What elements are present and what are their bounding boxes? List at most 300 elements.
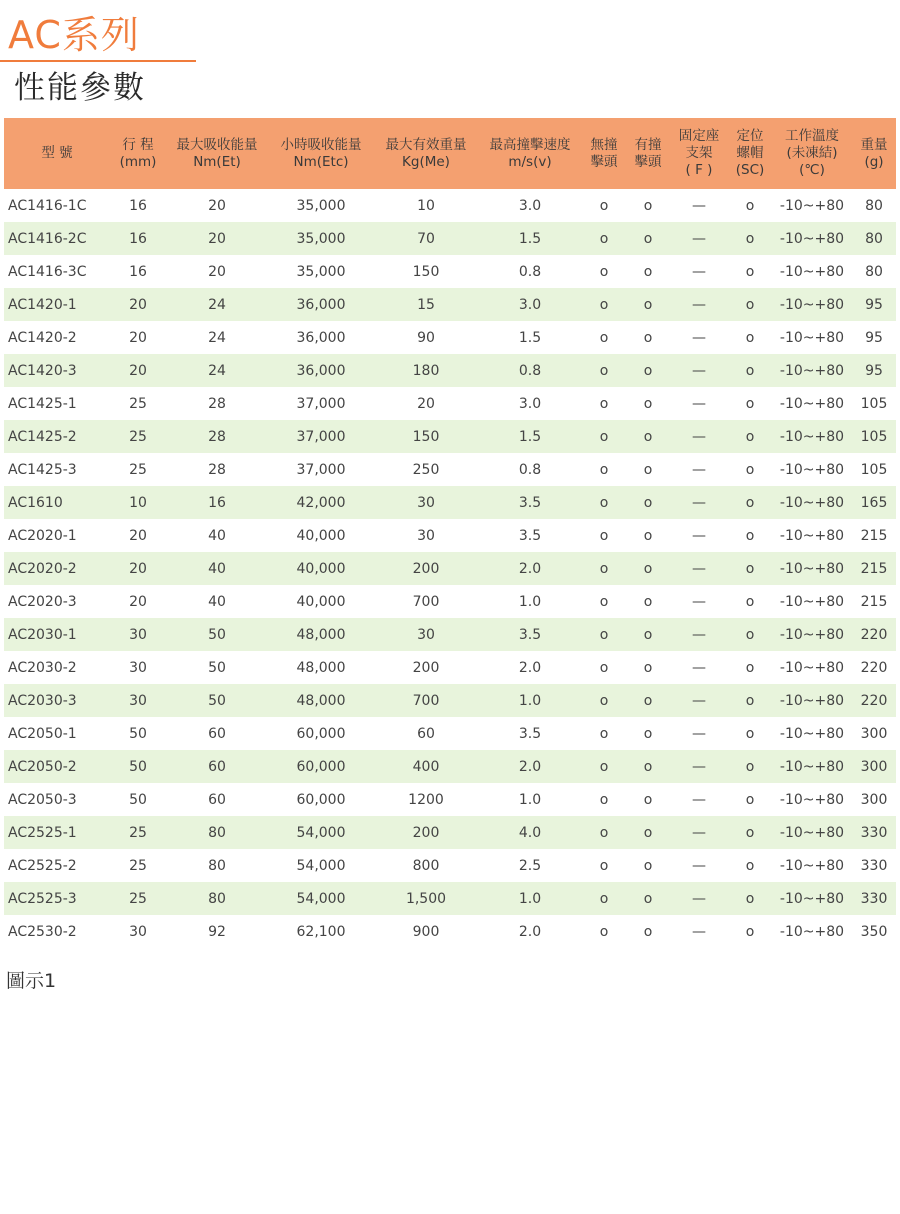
table-cell: 20	[208, 197, 226, 214]
table-cell: 20	[129, 296, 147, 313]
table-cell: 37,000	[296, 461, 346, 478]
column-header: 有撞 擊頭	[634, 136, 662, 170]
table-cell: 80	[865, 263, 883, 280]
table-cell: 30	[129, 692, 147, 709]
table-cell: 90	[417, 329, 435, 346]
table-cell: —	[692, 824, 706, 841]
column-header: 工作溫度 (未凍結) (℃)	[785, 128, 839, 178]
table-cell: 60	[417, 725, 435, 742]
table-cell: o	[643, 593, 653, 610]
table-cell: -10~+80	[779, 560, 845, 577]
table-cell: 95	[865, 296, 883, 313]
table-cell: 24	[208, 362, 226, 379]
table-cell: 25	[129, 857, 147, 874]
table-cell: —	[692, 923, 706, 940]
table-cell: o	[643, 230, 653, 247]
table-cell: 95	[865, 362, 883, 379]
table-cell: 60,000	[296, 758, 346, 775]
table-cell: 36,000	[296, 329, 346, 346]
table-cell: —	[692, 461, 706, 478]
table-cell: o	[643, 494, 653, 511]
table-cell: o	[599, 626, 609, 643]
table-cell: 2.0	[518, 758, 542, 775]
table-cell: o	[745, 527, 755, 544]
table-row	[4, 651, 896, 684]
table-cell: 40,000	[296, 593, 346, 610]
table-cell: 16	[129, 230, 147, 247]
table-cell: 20	[208, 230, 226, 247]
table-cell: -10~+80	[779, 329, 845, 346]
table-cell: 92	[208, 923, 226, 940]
table-cell: o	[599, 758, 609, 775]
table-cell: o	[745, 758, 755, 775]
table-cell: 1.0	[518, 593, 542, 610]
table-row	[4, 717, 896, 750]
table-cell: 1.0	[518, 791, 542, 808]
table-row	[4, 816, 896, 849]
table-cell: o	[599, 296, 609, 313]
table-cell: o	[643, 263, 653, 280]
table-cell: o	[599, 461, 609, 478]
table-cell: —	[692, 593, 706, 610]
table-cell: 60	[208, 791, 226, 808]
table-cell: 700	[412, 593, 440, 610]
table-cell: —	[692, 230, 706, 247]
table-cell: —	[692, 725, 706, 742]
table-cell: o	[745, 824, 755, 841]
model-cell: AC1416-2C	[8, 230, 87, 247]
table-cell: o	[745, 857, 755, 874]
table-cell: 40,000	[296, 527, 346, 544]
table-cell: 20	[417, 395, 435, 412]
figure-caption: 圖示1	[6, 970, 57, 992]
column-header: 型 號	[41, 145, 73, 161]
table-cell: 60	[208, 725, 226, 742]
table-cell: -10~+80	[779, 824, 845, 841]
table-cell: o	[745, 725, 755, 742]
table-cell: -10~+80	[779, 362, 845, 379]
column-header: 最大吸收能量 Nm(Et)	[176, 136, 258, 170]
table-cell: 80	[208, 890, 226, 907]
table-cell: 40	[208, 560, 226, 577]
table-cell: -10~+80	[779, 758, 845, 775]
model-cell: AC1610	[8, 494, 63, 511]
table-cell: o	[643, 560, 653, 577]
table-row	[4, 915, 896, 948]
table-cell: 0.8	[518, 263, 542, 280]
table-cell: —	[692, 197, 706, 214]
table-cell: o	[599, 824, 609, 841]
table-cell: o	[643, 692, 653, 709]
table-cell: 200	[412, 824, 440, 841]
table-cell: —	[692, 758, 706, 775]
column-header: 最大有效重量 Kg(Me)	[385, 136, 467, 170]
table-cell: -10~+80	[779, 428, 845, 445]
column-header: 無撞 擊頭	[590, 136, 618, 170]
table-cell: o	[599, 197, 609, 214]
table-cell: 900	[412, 923, 440, 940]
model-cell: AC2050-3	[8, 791, 77, 808]
table-cell: 4.0	[518, 824, 542, 841]
table-cell: o	[643, 791, 653, 808]
table-cell: 48,000	[296, 692, 346, 709]
model-cell: AC2020-3	[8, 593, 77, 610]
table-cell: o	[745, 329, 755, 346]
table-cell: 16	[208, 494, 226, 511]
table-cell: -10~+80	[779, 659, 845, 676]
model-cell: AC2050-1	[8, 725, 77, 742]
table-cell: o	[599, 527, 609, 544]
table-cell: o	[745, 494, 755, 511]
table-cell: 150	[412, 428, 440, 445]
table-cell: 0.8	[518, 461, 542, 478]
table-cell: 215	[860, 527, 888, 544]
table-row	[4, 684, 896, 717]
table-cell: 40	[208, 593, 226, 610]
model-cell: AC2030-1	[8, 626, 77, 643]
column-header: 小時吸收能量 Nm(Etc)	[280, 136, 362, 170]
table-cell: 330	[860, 890, 888, 907]
table-cell: o	[643, 197, 653, 214]
model-cell: AC2525-3	[8, 890, 77, 907]
model-cell: AC2050-2	[8, 758, 77, 775]
table-cell: -10~+80	[779, 461, 845, 478]
table-cell: 50	[129, 758, 147, 775]
table-cell: o	[643, 890, 653, 907]
table-row	[4, 354, 896, 387]
table-cell: 1.5	[518, 230, 542, 247]
table-cell: 3.5	[518, 527, 542, 544]
model-cell: AC1420-2	[8, 329, 77, 346]
table-cell: —	[692, 791, 706, 808]
table-cell: 28	[208, 395, 226, 412]
table-cell: o	[643, 461, 653, 478]
model-cell: AC2020-2	[8, 560, 77, 577]
model-cell: AC1425-3	[8, 461, 77, 478]
table-cell: 60,000	[296, 791, 346, 808]
model-cell: AC2525-1	[8, 824, 77, 841]
table-cell: 50	[208, 659, 226, 676]
table-cell: 80	[208, 857, 226, 874]
table-cell: -10~+80	[779, 230, 845, 247]
table-cell: 24	[208, 296, 226, 313]
table-cell: o	[745, 593, 755, 610]
table-cell: -10~+80	[779, 593, 845, 610]
table-cell: 20	[208, 263, 226, 280]
table-cell: 50	[208, 626, 226, 643]
table-cell: o	[599, 395, 609, 412]
table-cell: 20	[129, 362, 147, 379]
table-cell: 2.0	[518, 659, 542, 676]
table-cell: o	[643, 659, 653, 676]
table-cell: o	[643, 923, 653, 940]
table-cell: —	[692, 626, 706, 643]
table-cell: -10~+80	[779, 296, 845, 313]
table-cell: 10	[417, 197, 435, 214]
table-cell: 70	[417, 230, 435, 247]
table-cell: 1.5	[518, 428, 542, 445]
table-cell: o	[599, 725, 609, 742]
table-row	[4, 222, 896, 255]
table-cell: —	[692, 659, 706, 676]
table-row	[4, 552, 896, 585]
table-cell: o	[745, 461, 755, 478]
table-cell: 0.8	[518, 362, 542, 379]
column-header: 最高撞擊速度 m/s(v)	[489, 136, 571, 170]
table-row	[4, 288, 896, 321]
table-cell: o	[643, 527, 653, 544]
table-cell: o	[745, 230, 755, 247]
table-row	[4, 321, 896, 354]
table-cell: 25	[129, 428, 147, 445]
table-cell: o	[599, 857, 609, 874]
table-cell: o	[599, 263, 609, 280]
table-cell: 2.0	[518, 560, 542, 577]
table-cell: —	[692, 857, 706, 874]
table-cell: 36,000	[296, 362, 346, 379]
table-cell: o	[643, 824, 653, 841]
table-cell: o	[745, 890, 755, 907]
table-cell: 25	[129, 461, 147, 478]
table-cell: —	[692, 329, 706, 346]
table-cell: 1200	[408, 791, 444, 808]
column-header: 定位 螺帽 (SC)	[735, 128, 765, 178]
model-cell: AC1425-1	[8, 395, 77, 412]
table-cell: 15	[417, 296, 435, 313]
table-row	[4, 189, 896, 222]
table-cell: o	[745, 692, 755, 709]
table-cell: o	[599, 923, 609, 940]
model-cell: AC2030-3	[8, 692, 77, 709]
table-cell: 330	[860, 824, 888, 841]
table-cell: —	[692, 263, 706, 280]
table-cell: 1.0	[518, 692, 542, 709]
table-cell: 3.0	[518, 197, 542, 214]
table-cell: —	[692, 494, 706, 511]
table-cell: 400	[412, 758, 440, 775]
table-cell: o	[599, 791, 609, 808]
table-cell: o	[745, 791, 755, 808]
table-cell: —	[692, 428, 706, 445]
table-cell: 105	[860, 395, 888, 412]
table-cell: 150	[412, 263, 440, 280]
table-cell: -10~+80	[779, 626, 845, 643]
table-cell: o	[643, 725, 653, 742]
table-cell: -10~+80	[779, 791, 845, 808]
table-cell: 25	[129, 395, 147, 412]
table-cell: —	[692, 890, 706, 907]
table-cell: 35,000	[296, 230, 346, 247]
table-cell: -10~+80	[779, 527, 845, 544]
table-row	[4, 618, 896, 651]
table-cell: o	[599, 692, 609, 709]
table-cell: o	[599, 659, 609, 676]
table-cell: o	[599, 362, 609, 379]
table-cell: 300	[860, 725, 888, 742]
table-cell: -10~+80	[779, 395, 845, 412]
table-row	[4, 783, 896, 816]
table-cell: 200	[412, 659, 440, 676]
table-cell: 220	[860, 626, 888, 643]
table-cell: 54,000	[296, 890, 346, 907]
table-cell: o	[745, 626, 755, 643]
table-cell: -10~+80	[779, 890, 845, 907]
table-cell: 80	[208, 824, 226, 841]
table-cell: o	[643, 395, 653, 412]
dimension-lines	[240, 990, 666, 1010]
table-cell: 60	[208, 758, 226, 775]
table-row	[4, 750, 896, 783]
table-cell: 48,000	[296, 626, 346, 643]
model-cell: AC2530-2	[8, 923, 77, 940]
table-cell: 20	[129, 329, 147, 346]
table-cell: 3.0	[518, 395, 542, 412]
table-cell: 165	[860, 494, 888, 511]
table-cell: —	[692, 527, 706, 544]
table-cell: —	[692, 395, 706, 412]
table-cell: 30	[129, 626, 147, 643]
table-cell: o	[643, 758, 653, 775]
table-cell: o	[599, 560, 609, 577]
table-cell: o	[745, 659, 755, 676]
table-cell: o	[745, 923, 755, 940]
table-cell: -10~+80	[779, 197, 845, 214]
model-cell: AC2020-1	[8, 527, 77, 544]
table-cell: o	[643, 296, 653, 313]
table-cell: —	[692, 296, 706, 313]
table-cell: o	[745, 395, 755, 412]
table-cell: 250	[412, 461, 440, 478]
table-cell: 80	[865, 197, 883, 214]
table-row	[4, 882, 896, 915]
table-cell: o	[643, 428, 653, 445]
table-cell: 180	[412, 362, 440, 379]
table-cell: o	[745, 296, 755, 313]
table-cell: 54,000	[296, 824, 346, 841]
table-cell: 800	[412, 857, 440, 874]
table-cell: o	[745, 197, 755, 214]
table-cell: 54,000	[296, 857, 346, 874]
table-cell: 50	[208, 692, 226, 709]
table-cell: o	[745, 560, 755, 577]
table-cell: 28	[208, 428, 226, 445]
model-cell: AC1420-3	[8, 362, 77, 379]
table-cell: 25	[129, 890, 147, 907]
model-cell: AC2525-2	[8, 857, 77, 874]
table-cell: 3.5	[518, 626, 542, 643]
table-cell: 24	[208, 329, 226, 346]
table-row	[4, 585, 896, 618]
table-cell: 220	[860, 659, 888, 676]
series-title: AC系列	[8, 13, 140, 57]
table-cell: 28	[208, 461, 226, 478]
table-cell: 50	[129, 791, 147, 808]
table-cell: o	[643, 857, 653, 874]
table-cell: —	[692, 692, 706, 709]
table-cell: -10~+80	[779, 923, 845, 940]
table-cell: 3.5	[518, 725, 542, 742]
table-cell: —	[692, 560, 706, 577]
table-cell: 10	[129, 494, 147, 511]
table-cell: -10~+80	[779, 494, 845, 511]
table-cell: 105	[860, 428, 888, 445]
table-row	[4, 849, 896, 882]
table-cell: o	[643, 329, 653, 346]
table-cell: 300	[860, 758, 888, 775]
table-cell: o	[599, 329, 609, 346]
table-cell: 42,000	[296, 494, 346, 511]
table-cell: 16	[129, 263, 147, 280]
table-cell: 35,000	[296, 263, 346, 280]
table-row	[4, 255, 896, 288]
table-cell: o	[745, 362, 755, 379]
table-cell: 2.5	[518, 857, 542, 874]
table-cell: 300	[860, 791, 888, 808]
table-cell: o	[599, 593, 609, 610]
table-row	[4, 486, 896, 519]
model-cell: AC1416-1C	[8, 197, 87, 214]
table-cell: -10~+80	[779, 725, 845, 742]
model-cell: AC2030-2	[8, 659, 77, 676]
table-cell: 30	[417, 494, 435, 511]
table-cell: 700	[412, 692, 440, 709]
table-row	[4, 420, 896, 453]
table-cell: 30	[129, 923, 147, 940]
table-cell: 62,100	[296, 923, 346, 940]
model-cell: AC1420-1	[8, 296, 77, 313]
table-cell: o	[599, 428, 609, 445]
table-cell: 40	[208, 527, 226, 544]
table-cell: 80	[865, 230, 883, 247]
table-cell: 25	[129, 824, 147, 841]
table-cell: 35,000	[296, 197, 346, 214]
table-row	[4, 387, 896, 420]
table-cell: 215	[860, 560, 888, 577]
table-cell: 1.0	[518, 890, 542, 907]
table-cell: 200	[412, 560, 440, 577]
table-cell: 105	[860, 461, 888, 478]
table-cell: 37,000	[296, 395, 346, 412]
column-header: 重量 (g)	[860, 136, 888, 170]
table-cell: -10~+80	[779, 692, 845, 709]
section-subtitle: 性能參數	[14, 70, 146, 106]
table-cell: 220	[860, 692, 888, 709]
model-cell: AC1416-3C	[8, 263, 87, 280]
table-cell: 30	[129, 659, 147, 676]
table-cell: o	[745, 263, 755, 280]
table-cell: 1.5	[518, 329, 542, 346]
table-cell: 40,000	[296, 560, 346, 577]
table-cell: 1,500	[405, 890, 447, 907]
table-cell: -10~+80	[779, 263, 845, 280]
table-cell: 30	[417, 527, 435, 544]
model-cell: AC1425-2	[8, 428, 77, 445]
table-cell: 48,000	[296, 659, 346, 676]
table-cell: 36,000	[296, 296, 346, 313]
table-cell: 20	[129, 593, 147, 610]
table-header-row	[4, 118, 896, 189]
table-cell: 330	[860, 857, 888, 874]
table-cell: 20	[129, 560, 147, 577]
performance-table	[4, 118, 896, 948]
table-cell: 50	[129, 725, 147, 742]
table-cell: o	[643, 362, 653, 379]
table-cell: 95	[865, 329, 883, 346]
column-header: 固定座 支架 ( F )	[678, 128, 720, 178]
table-cell: 20	[129, 527, 147, 544]
shock-absorber-diagram	[0, 990, 900, 1214]
table-cell: o	[599, 230, 609, 247]
